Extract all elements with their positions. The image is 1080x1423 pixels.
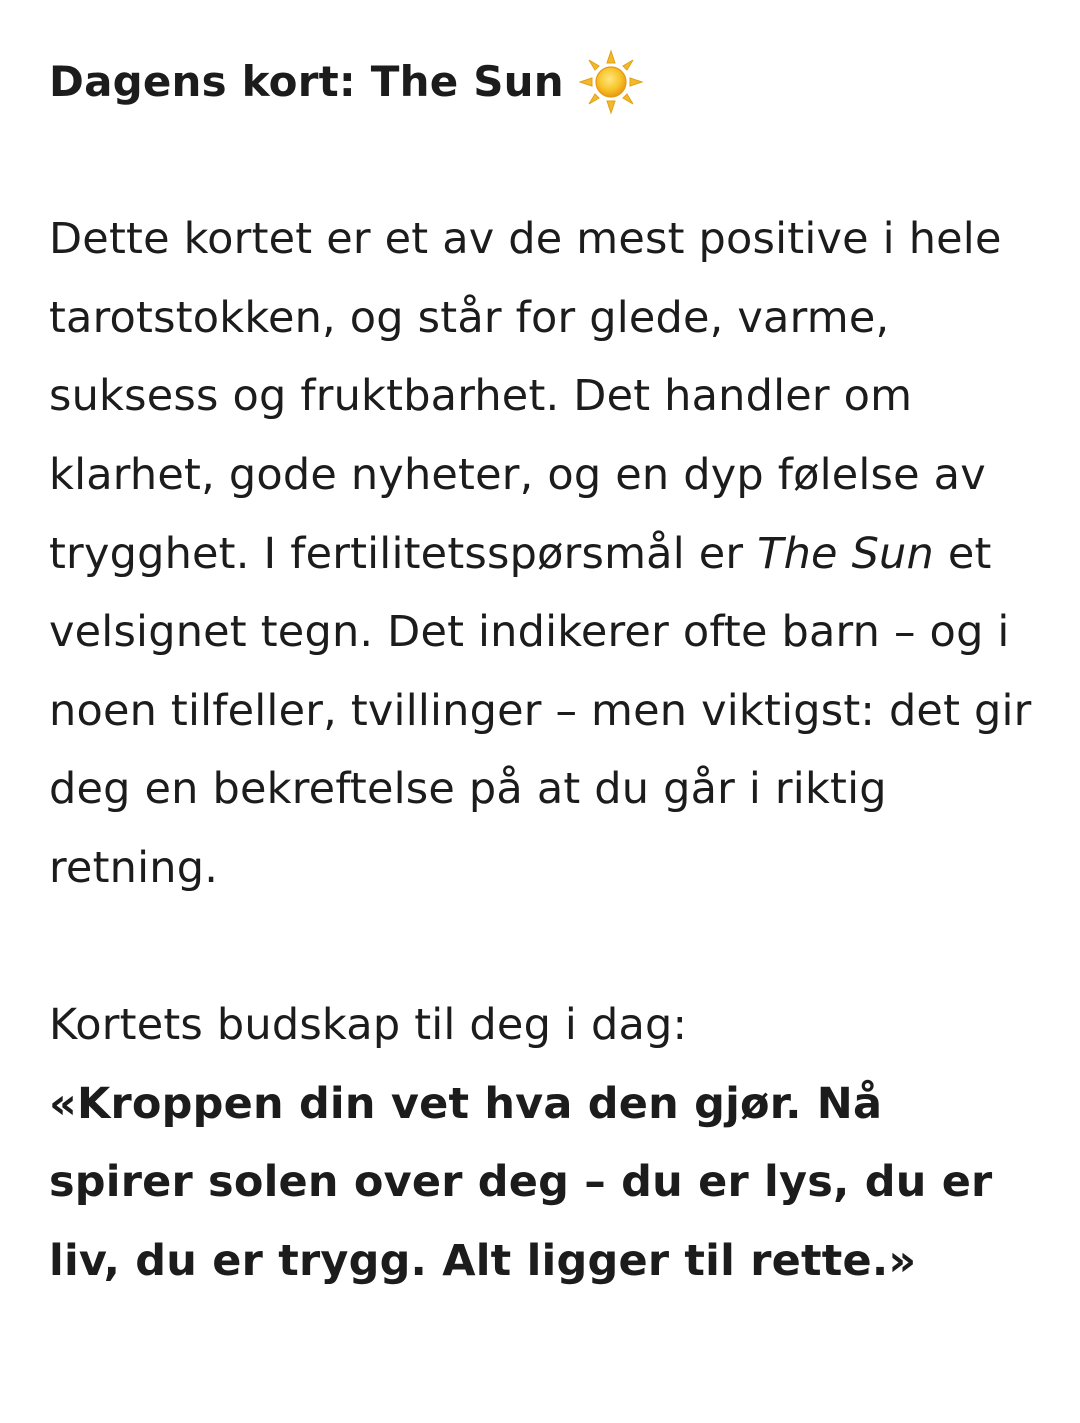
spacer <box>49 908 1039 987</box>
sun-emoji-icon <box>578 49 644 115</box>
card-description <box>49 200 1039 907</box>
post-body <box>49 43 1039 1301</box>
message-intro: Kortets budskap til deg i dag: <box>49 1000 688 1051</box>
card-description-part2: et velsignet tegn. Det indikerer ofte barn – og i noen tilfeller, tvillinger – men viktigst: det gir deg en bekreftelse på at du går i riktig retning. <box>49 528 1032 893</box>
card-name-emphasis: The Sun <box>757 528 934 579</box>
post-title <box>49 43 1039 122</box>
spacer <box>49 122 1039 201</box>
post-title-text: Dagens kort: The Sun <box>49 57 564 106</box>
card-quote: «Kroppen din vet hva den gjør. Nå spirer solen over deg – du er lys, du er liv, du er trygg. Alt ligger til rette.» <box>49 1078 993 1286</box>
card-description-part1: Dette kortet er et av de mest positive i hele tarotstokken, og står for glede, varme, suksess og fruktbarhet. Det handler om klarhet, gode nyheter, og en dyp følelse av trygghet. I fertilitetsspørsmål er <box>49 214 1002 579</box>
